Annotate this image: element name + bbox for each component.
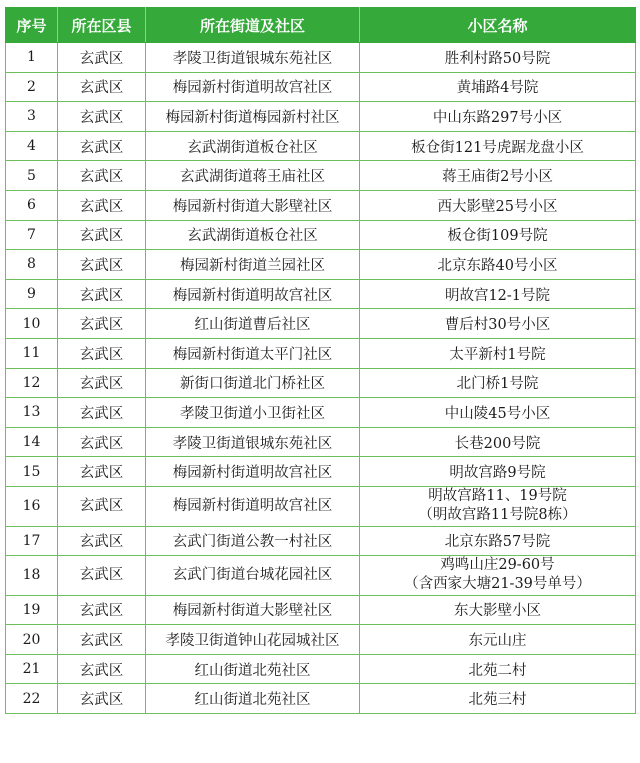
cell-street-community: 孝陵卫街道钟山花园城社区 <box>146 625 360 655</box>
estate-name-line: 中山陵45号小区 <box>444 405 551 422</box>
cell-number: 17 <box>6 526 58 556</box>
cell-number: 10 <box>6 309 58 339</box>
cell-number: 1 <box>6 43 58 73</box>
cell-street-community: 红山街道北苑社区 <box>146 654 360 684</box>
cell-number: 3 <box>6 102 58 132</box>
estate-name-line: 北京东路40号小区 <box>437 257 558 274</box>
cell-street-community: 玄武门街道公教一村社区 <box>146 526 360 556</box>
cell-estate-name <box>360 654 636 684</box>
cell-district: 玄武区 <box>58 131 146 161</box>
estate-name-line: 西大影壁25号小区 <box>437 198 558 215</box>
cell-number: 14 <box>6 427 58 457</box>
estate-name-line: 北门桥1号院 <box>456 376 539 393</box>
table-row <box>6 526 636 556</box>
cell-estate-name <box>360 427 636 457</box>
estate-name-line: 黄埔路4号院 <box>456 80 539 97</box>
cell-number: 5 <box>6 161 58 191</box>
cell-estate-name <box>360 398 636 428</box>
cell-district: 玄武区 <box>58 486 146 526</box>
header-district: 所在区县 <box>58 8 146 43</box>
table-row <box>6 486 636 526</box>
header-estate-name: 小区名称 <box>360 8 636 43</box>
table-row <box>6 595 636 625</box>
cell-street-community: 新街口街道北门桥社区 <box>146 368 360 398</box>
cell-district: 玄武区 <box>58 427 146 457</box>
estate-name-line: 北苑二村 <box>468 662 527 679</box>
estate-name-line: 明故宫路11、19号院 <box>428 488 567 505</box>
cell-street-community: 玄武湖街道蒋王庙社区 <box>146 161 360 191</box>
cell-district: 玄武区 <box>58 457 146 487</box>
cell-street-community: 梅园新村街道太平门社区 <box>146 338 360 368</box>
cell-estate-name <box>360 486 636 526</box>
cell-district: 玄武区 <box>58 220 146 250</box>
cell-district: 玄武区 <box>58 526 146 556</box>
cell-street-community: 梅园新村街道梅园新村社区 <box>146 102 360 132</box>
cell-number: 18 <box>6 556 58 596</box>
estate-name-line: 太平新村1号院 <box>449 346 546 363</box>
cell-street-community: 玄武门街道台城花园社区 <box>146 556 360 596</box>
table-row <box>6 457 636 487</box>
cell-number: 2 <box>6 72 58 102</box>
cell-street-community: 梅园新村街道明故宫社区 <box>146 72 360 102</box>
cell-number: 6 <box>6 190 58 220</box>
cell-district: 玄武区 <box>58 338 146 368</box>
estate-name-line: 板仓街121号虎踞龙盘小区 <box>411 139 584 156</box>
estate-name-line: （含西家大塘21-39号单号） <box>404 576 591 593</box>
estate-name-line: 中山东路297号小区 <box>432 109 563 126</box>
table-row <box>6 338 636 368</box>
cell-estate-name <box>360 250 636 280</box>
community-table <box>5 7 636 714</box>
cell-district: 玄武区 <box>58 72 146 102</box>
cell-estate-name <box>360 457 636 487</box>
cell-number: 16 <box>6 486 58 526</box>
table-row <box>6 398 636 428</box>
cell-estate-name <box>360 131 636 161</box>
cell-number: 11 <box>6 338 58 368</box>
cell-estate-name <box>360 684 636 714</box>
estate-name-line: 明故宫路9号院 <box>449 465 546 482</box>
table-row <box>6 625 636 655</box>
cell-estate-name <box>360 625 636 655</box>
cell-street-community: 玄武湖街道板仓社区 <box>146 220 360 250</box>
cell-district: 玄武区 <box>58 398 146 428</box>
estate-name-line: 明故宫12-1号院 <box>444 287 551 304</box>
cell-estate-name <box>360 595 636 625</box>
cell-estate-name <box>360 102 636 132</box>
cell-district: 玄武区 <box>58 102 146 132</box>
cell-estate-name <box>360 72 636 102</box>
cell-district: 玄武区 <box>58 161 146 191</box>
cell-number: 20 <box>6 625 58 655</box>
cell-district: 玄武区 <box>58 190 146 220</box>
cell-number: 8 <box>6 250 58 280</box>
cell-district: 玄武区 <box>58 43 146 73</box>
cell-number: 4 <box>6 131 58 161</box>
cell-number: 7 <box>6 220 58 250</box>
cell-street-community: 梅园新村街道明故宫社区 <box>146 486 360 526</box>
estate-name-line: 长巷200号院 <box>454 435 541 452</box>
cell-district: 玄武区 <box>58 309 146 339</box>
cell-number: 19 <box>6 595 58 625</box>
cell-street-community: 梅园新村街道明故宫社区 <box>146 457 360 487</box>
table-body <box>6 43 636 714</box>
cell-number: 15 <box>6 457 58 487</box>
cell-street-community: 梅园新村街道大影壁社区 <box>146 190 360 220</box>
estate-name-line: （明故宫路11号院8栋） <box>418 507 577 524</box>
table-row <box>6 279 636 309</box>
cell-street-community: 梅园新村街道兰园社区 <box>146 250 360 280</box>
table-row <box>6 161 636 191</box>
table-row <box>6 102 636 132</box>
cell-number: 9 <box>6 279 58 309</box>
estate-name-line: 蒋王庙街2号小区 <box>442 169 553 186</box>
cell-district: 玄武区 <box>58 279 146 309</box>
cell-street-community: 梅园新村街道明故宫社区 <box>146 279 360 309</box>
table-row <box>6 556 636 596</box>
cell-district: 玄武区 <box>58 654 146 684</box>
table-row <box>6 72 636 102</box>
cell-street-community: 玄武湖街道板仓社区 <box>146 131 360 161</box>
table-row <box>6 190 636 220</box>
cell-street-community: 红山街道曹后社区 <box>146 309 360 339</box>
estate-name-line: 北京东路57号院 <box>444 534 551 551</box>
estate-name-line: 鸡鸣山庄29-60号 <box>440 557 555 574</box>
table-row <box>6 131 636 161</box>
cell-district: 玄武区 <box>58 556 146 596</box>
cell-number: 22 <box>6 684 58 714</box>
table-row <box>6 368 636 398</box>
table-header <box>6 8 636 43</box>
table-row <box>6 654 636 684</box>
cell-estate-name <box>360 220 636 250</box>
estate-name-line: 东元山庄 <box>468 633 527 650</box>
estate-name-line: 曹后村30号小区 <box>444 317 551 334</box>
cell-number: 12 <box>6 368 58 398</box>
cell-estate-name <box>360 368 636 398</box>
cell-estate-name <box>360 190 636 220</box>
cell-street-community: 孝陵卫街道银城东苑社区 <box>146 43 360 73</box>
cell-district: 玄武区 <box>58 684 146 714</box>
table-row <box>6 43 636 73</box>
cell-estate-name <box>360 526 636 556</box>
cell-estate-name <box>360 43 636 73</box>
cell-street-community: 孝陵卫街道小卫街社区 <box>146 398 360 428</box>
cell-district: 玄武区 <box>58 250 146 280</box>
cell-street-community: 孝陵卫街道银城东苑社区 <box>146 427 360 457</box>
cell-district: 玄武区 <box>58 625 146 655</box>
cell-estate-name <box>360 279 636 309</box>
cell-estate-name <box>360 556 636 596</box>
estate-name-line: 板仓街109号院 <box>447 228 548 245</box>
header-row <box>6 8 636 43</box>
cell-street-community: 梅园新村街道大影壁社区 <box>146 595 360 625</box>
cell-number: 13 <box>6 398 58 428</box>
cell-estate-name <box>360 161 636 191</box>
header-street-community: 所在街道及社区 <box>146 8 360 43</box>
table-row <box>6 220 636 250</box>
estate-name-line: 胜利村路50号院 <box>444 50 551 67</box>
cell-estate-name <box>360 338 636 368</box>
cell-number: 21 <box>6 654 58 684</box>
estate-name-line: 北苑三村 <box>468 692 527 709</box>
cell-estate-name <box>360 309 636 339</box>
cell-district: 玄武区 <box>58 368 146 398</box>
table-row <box>6 684 636 714</box>
cell-street-community: 红山街道北苑社区 <box>146 684 360 714</box>
table-row <box>6 427 636 457</box>
header-number: 序号 <box>6 8 58 43</box>
cell-district: 玄武区 <box>58 595 146 625</box>
table-row <box>6 309 636 339</box>
table-row <box>6 250 636 280</box>
estate-name-line: 东大影壁小区 <box>454 603 541 620</box>
